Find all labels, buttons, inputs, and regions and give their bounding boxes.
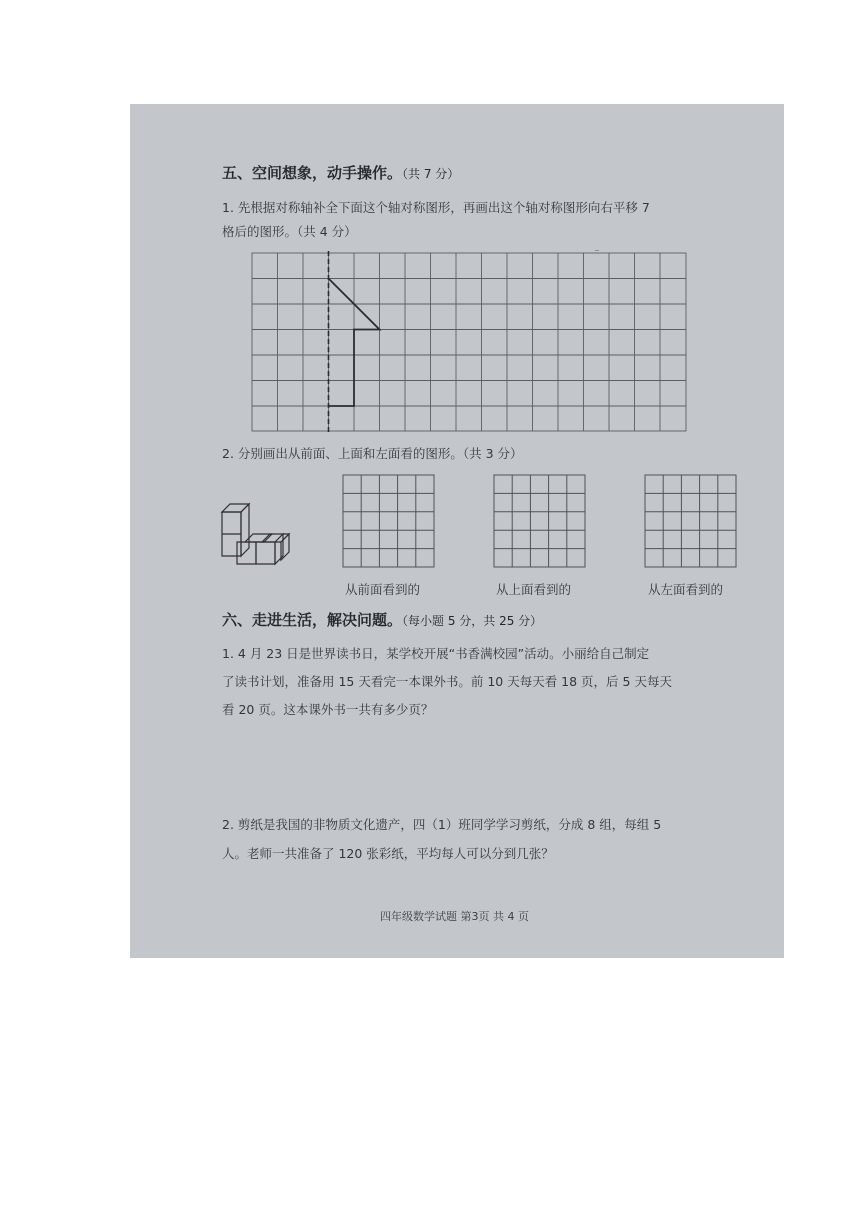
cube-stack-figure — [218, 496, 298, 566]
symmetry-grid — [250, 250, 690, 436]
section6-title: 六、走进生活，解决问题。 — [222, 611, 403, 629]
caption-top-view: 从上面看到的 — [496, 582, 572, 597]
s6-q2-line1: 2. 剪纸是我国的非物质文化遗产，四（1）班同学学习剪纸，分成 8 组，每组 5 — [222, 817, 662, 832]
exam-page-photo — [130, 104, 784, 958]
s6-q1-line2: 了读书计划，准备用 15 天看完一本课外书。前 10 天每天看 18 页，后 5 天每天 — [222, 674, 672, 689]
section6-heading — [222, 609, 542, 630]
grid-lines — [252, 253, 686, 431]
front-view-grid — [342, 474, 436, 570]
section5-heading — [222, 162, 459, 183]
left-view-grid — [644, 474, 738, 570]
caption-front-view: 从前面看到的 — [345, 582, 421, 597]
section5-title: 五、空间想象，动手操作。 — [222, 164, 403, 182]
s6-q1-line3: 看 20 页。这本课外书一共有多少页？ — [222, 702, 434, 717]
top-view-grid — [493, 474, 587, 570]
s6-q1-line1: 1. 4 月 23 日是世界读书日，某学校开展“书香满校园”活动。小丽给自己制定 — [222, 646, 650, 661]
section6-points: （每小题 5 分，共 25 分） — [402, 614, 543, 628]
s5-q1-line1: 1. 先根据对称轴补全下面这个轴对称图形，再画出这个轴对称图形向右平移 7 — [222, 200, 650, 215]
caption-left-view: 从左面看到的 — [648, 582, 724, 597]
section5-points: （共 7 分） — [402, 167, 460, 181]
s6-q2-line2: 人。老师一共准备了 120 张彩纸，平均每人可以分到几张？ — [222, 846, 554, 861]
page-footer: 四年级数学试题 第3页 共 4 页 — [380, 910, 529, 923]
s5-q2: 2. 分别画出从前面、上面和左面看的图形。（共 3 分） — [222, 446, 523, 461]
s5-q1-line2: 格后的图形。（共 4 分） — [222, 224, 357, 239]
